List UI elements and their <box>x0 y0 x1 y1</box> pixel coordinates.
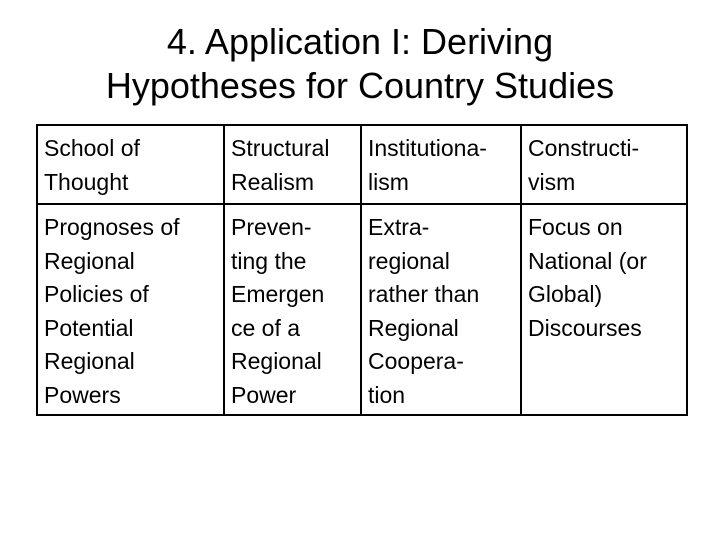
cell-institutionalism: Extra- regional rather than Regional Coopera- tion <box>361 204 521 415</box>
slide-title-line-2: Hypotheses for Country Studies <box>105 65 615 106</box>
table-header-row <box>37 125 687 204</box>
column-header-constructivism: Constructi- vism <box>521 125 687 204</box>
cell-structural-realism: Preven- ting the Emergen ce of a Regional Power <box>224 204 361 415</box>
slide-title-line-1: 4. Application I: Deriving <box>166 21 554 62</box>
row-label-prognoses: Prognoses of Regional Policies of Potential Regional Powers <box>37 204 224 415</box>
row-label-school-of-thought: School of Thought <box>37 125 224 204</box>
comparison-table <box>36 124 688 416</box>
column-header-institutionalism: Institutiona- lism <box>361 125 521 204</box>
table-row-prognoses <box>37 204 687 415</box>
cell-constructivism: Focus on National (or Global) Discourses <box>521 204 687 415</box>
slide-title <box>0 20 720 108</box>
column-header-structural-realism: Structural Realism <box>224 125 361 204</box>
